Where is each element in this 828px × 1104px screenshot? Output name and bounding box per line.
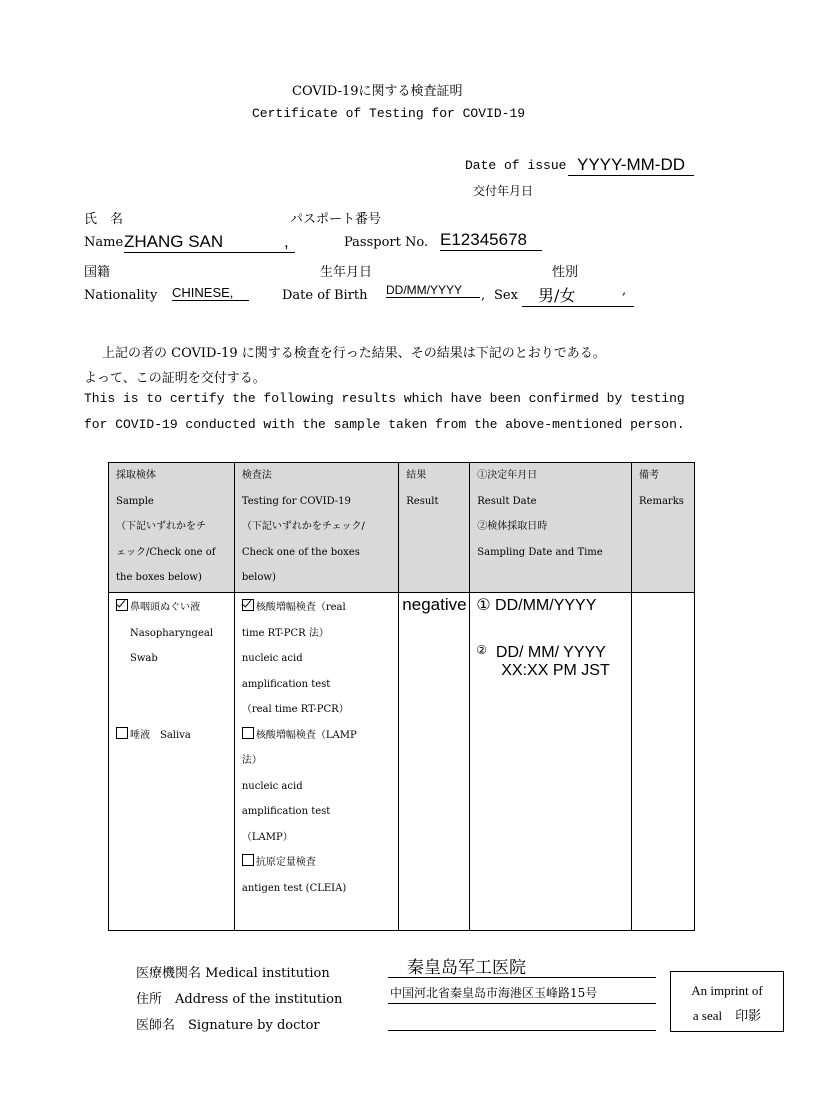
nationality-value: CHINESE, (172, 285, 249, 301)
institution-label: 医療機関名 Medical institution (136, 966, 330, 981)
lamp-line4: amplification test (241, 806, 331, 817)
statement-ja-line1: 上記の者の COVID-19 に関する検査を行った結果、その結果は下記のとおりである。 (102, 346, 606, 361)
sample-cell (109, 593, 235, 931)
address-value: 中国河北省秦皇岛市海港区玉峰路15号 (390, 986, 598, 1000)
nationality-ja-label: 国籍 (84, 265, 111, 280)
statement-ja-line2: よって、この証明を交付する。 (84, 371, 266, 386)
seal-box (670, 971, 784, 1032)
signature-line (388, 1030, 656, 1031)
remarks-cell (632, 593, 695, 931)
header-date: ①決定年月日 Result Date ②検体採取日時 Sampling Date and Time (470, 463, 632, 593)
date-cell (470, 593, 632, 931)
pcr-line5: （real time RT-PCR） (241, 704, 349, 715)
header-sample: 採取検体 Sample （下記いずれかをチ ェック/Check one of the boxes below) (109, 463, 235, 593)
sex-ja-label: 性別 (552, 265, 579, 280)
institution-line (388, 977, 656, 978)
header-remarks: 備考 Remarks (632, 463, 695, 593)
doctor-label: 医師名 Signature by doctor (136, 1018, 320, 1033)
sampling-time: XX:XX PM JST (501, 662, 610, 679)
antigen-checkbox[interactable] (242, 854, 254, 866)
title-japanese: COVID-19に関する検査証明 (292, 84, 463, 99)
institution-value: 秦皇岛军工医院 (407, 958, 526, 978)
title-english: Certificate of Testing for COVID-19 (252, 106, 526, 121)
saliva-checkbox[interactable] (116, 727, 128, 739)
sample-swab-en2: Swab (130, 653, 158, 664)
address-line (388, 1003, 656, 1004)
address-label: 住所 Address of the institution (136, 992, 343, 1007)
test-pcr-option: 核酸増幅検査（real (235, 593, 398, 621)
test-antigen-option: 抗原定量検査 (235, 850, 398, 876)
dob-comma: , (481, 288, 486, 303)
sampling-date: ② DD/ MM/ YYYY (476, 643, 606, 661)
passport-value: E12345678 (440, 230, 542, 251)
statement-en-line1: This is to certify the following results which have been confirmed by testing (84, 391, 685, 406)
swab-checkbox[interactable] (116, 599, 128, 611)
pcr-line3: nucleic acid (241, 653, 303, 664)
results-table (108, 462, 695, 931)
result-date: ① DD/MM/YYYY (476, 597, 597, 614)
pcr-line2: time RT-PCR 法） (241, 627, 329, 639)
name-ja-label: 氏 名 (84, 212, 124, 227)
dob-ja-label: 生年月日 (320, 265, 373, 280)
seal-line1: An imprint of (691, 983, 763, 998)
antigen-en: antigen test (CLEIA) (241, 882, 347, 894)
name-label: Name (84, 235, 124, 250)
statement-en-line2: for COVID-19 conducted with the sample taken from the above-mentioned person. (84, 417, 685, 432)
sex-label: Sex (494, 288, 518, 303)
result-value: negative (402, 595, 467, 614)
table-header-row (109, 463, 695, 593)
name-value: ZHANG SAN , (124, 232, 295, 253)
test-lamp-option: 核酸増幅検査（LAMP (235, 723, 398, 749)
pcr-line4: amplification test (241, 678, 331, 690)
nationality-label: Nationality (84, 288, 158, 303)
lamp-line3: nucleic acid (241, 780, 303, 792)
header-testing: 検査法 Testing for COVID-19 （下記いずれかをチェック/ Check one of the boxes below) (234, 463, 398, 593)
lamp-line2: 法） (241, 755, 262, 766)
passport-ja-label: パスポート番号 (290, 212, 382, 227)
table-row (109, 593, 695, 931)
sample-swab-option: 鼻咽頭ぬぐい液 (109, 593, 234, 621)
seal-line2: a seal 印影 (692, 1008, 762, 1023)
lamp-line5: （LAMP） (241, 831, 293, 843)
result-cell (399, 593, 470, 931)
header-result: 結果 Result (399, 463, 470, 593)
pcr-checkbox[interactable] (242, 599, 254, 611)
dob-value: DD/MM/YYYY (386, 283, 480, 298)
sex-value: 男/女 , (522, 283, 634, 307)
testing-cell (234, 593, 398, 931)
dob-label: Date of Birth (282, 288, 368, 303)
sample-swab-en1: Nasopharyngeal (130, 627, 214, 639)
date-of-issue-ja: 交付年月日 (473, 184, 534, 198)
lamp-checkbox[interactable] (242, 727, 254, 739)
date-of-issue-label: Date of issue (465, 158, 567, 173)
passport-label: Passport No. (344, 235, 429, 250)
date-of-issue-value: YYYY-MM-DD (568, 155, 694, 176)
sample-saliva-option: 唾液 Saliva (109, 723, 234, 749)
